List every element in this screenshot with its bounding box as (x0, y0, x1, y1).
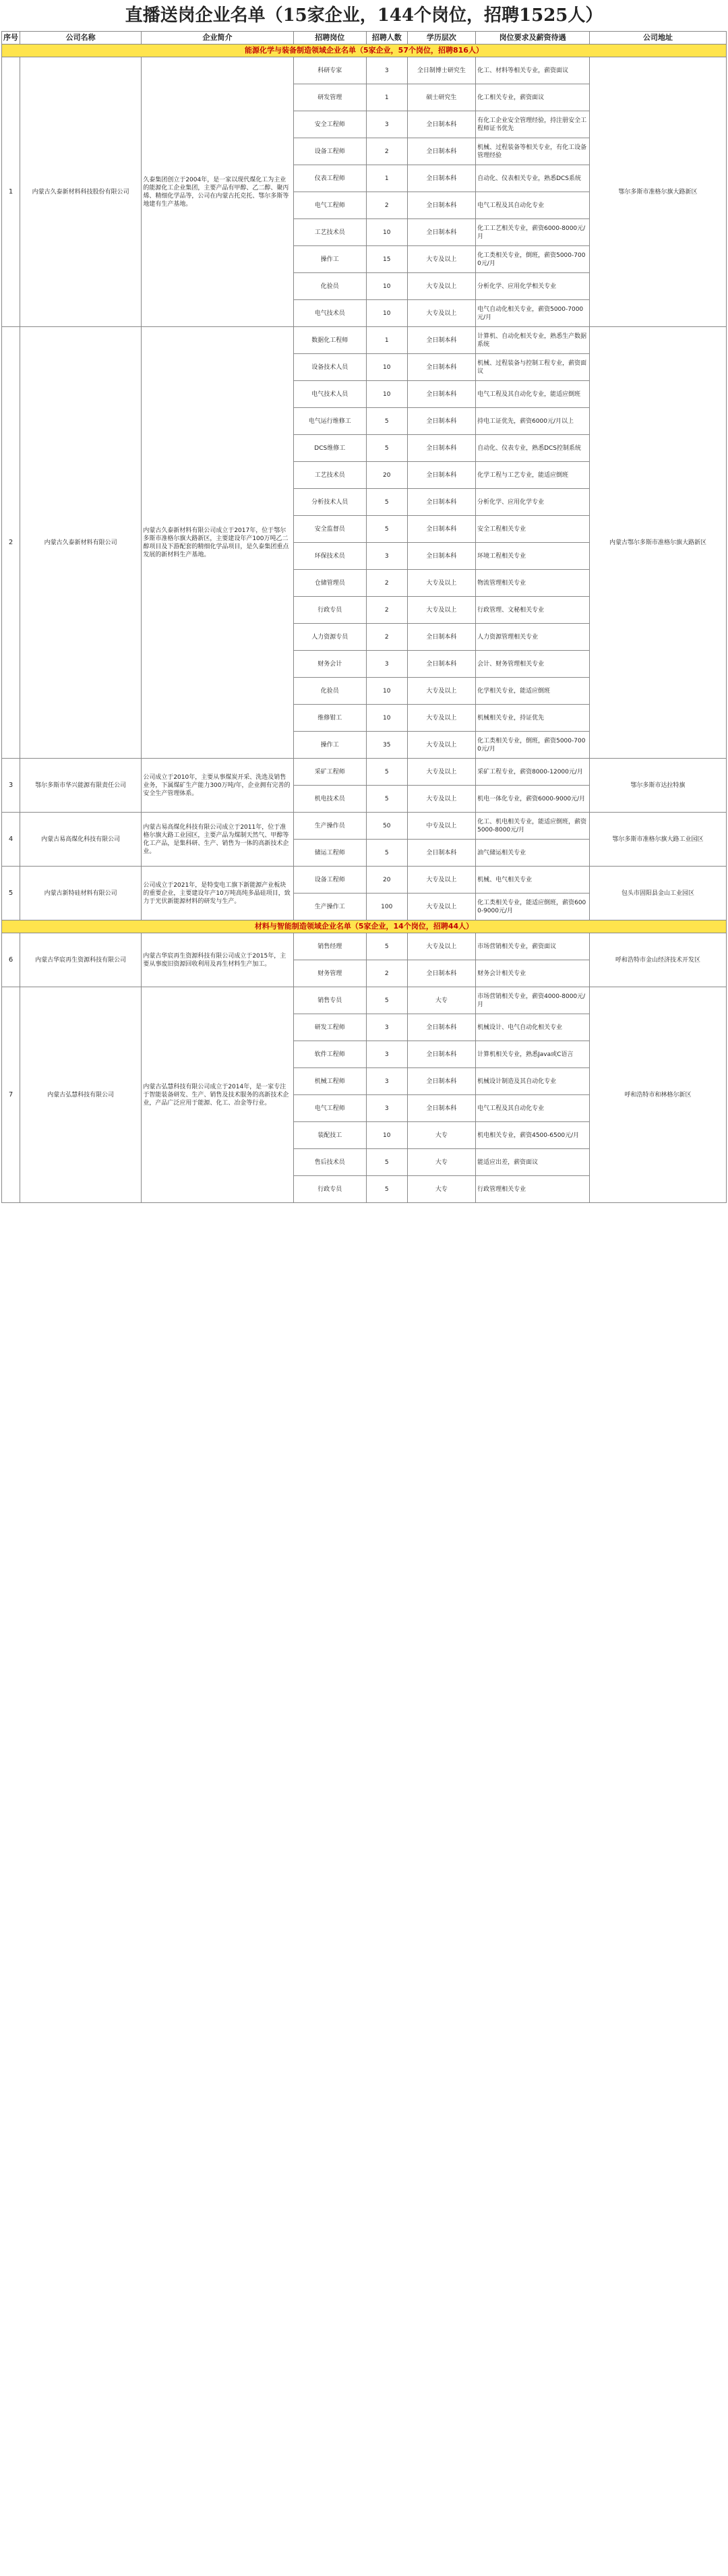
section-banner: 材料与智能制造领域企业名单（5家企业，14个岗位，招聘44人） (2, 920, 727, 933)
table-header-row (2, 32, 727, 45)
job-count: 10 (366, 1122, 407, 1149)
company-intro: 公司成立于2010年，主要从事煤炭开采、洗选及销售业务，下属煤矿生产能力300万吨/年，企业拥有完善的安全生产管理体系。 (142, 759, 293, 813)
job-requirements: 环境工程相关专业 (476, 543, 590, 570)
company-address: 鄂尔多斯市准格尔旗大路工业园区 (590, 813, 727, 867)
job-count: 10 (366, 678, 407, 705)
job-requirements: 有化工企业安全管理经验，持注册安全工程师证书优先 (476, 111, 590, 138)
job-education: 硕士研究生 (407, 84, 475, 111)
company-no: 4 (2, 813, 20, 867)
company-address: 鄂尔多斯市准格尔旗大路新区 (590, 57, 727, 327)
job-position: 储运工程师 (293, 840, 366, 867)
company-intro: 内蒙古久泰新材料有限公司成立于2017年，位于鄂尔多斯市准格尔旗大路新区，主要建设年产100万吨乙二醇项目及下游配套的精细化学品项目，是久泰集团重点发展的新材料生产基地。 (142, 327, 293, 759)
job-position: 操作工 (293, 732, 366, 759)
job-education: 全日制本科 (407, 624, 475, 651)
job-requirements: 化学相关专业，能适应倒班 (476, 678, 590, 705)
job-position: 数据化工程师 (293, 327, 366, 354)
job-education: 大专 (407, 1122, 475, 1149)
table-row (2, 327, 727, 354)
job-requirements: 机械设计制造及其自动化专业 (476, 1068, 590, 1095)
job-requirements: 化工相关专业，薪资面议 (476, 84, 590, 111)
job-education: 大专及以上 (407, 300, 475, 327)
company-no: 5 (2, 867, 20, 920)
job-requirements: 财务会计相关专业 (476, 960, 590, 987)
job-position: 电气运行维修工 (293, 408, 366, 435)
job-position: 生产操作员 (293, 813, 366, 840)
job-position: 人力资源专员 (293, 624, 366, 651)
job-education: 全日制本科 (407, 516, 475, 543)
job-count: 1 (366, 327, 407, 354)
job-count: 3 (366, 543, 407, 570)
company-no: 3 (2, 759, 20, 813)
job-count: 10 (366, 381, 407, 408)
job-count: 5 (366, 840, 407, 867)
job-count: 5 (366, 516, 407, 543)
job-requirements: 持电工证优先，薪资6000元/月以上 (476, 408, 590, 435)
job-position: 机电技术员 (293, 786, 366, 813)
job-education: 大专 (407, 1176, 475, 1203)
job-requirements: 自动化、仪表相关专业，熟悉DCS系统 (476, 165, 590, 192)
header-address: 公司地址 (590, 32, 727, 45)
job-requirements: 物流管理相关专业 (476, 570, 590, 597)
job-position: 仓储管理员 (293, 570, 366, 597)
job-count: 2 (366, 570, 407, 597)
job-requirements: 化工类相关专业，能适应倒班，薪资6000-9000元/月 (476, 894, 590, 920)
job-education: 全日制本科 (407, 1041, 475, 1068)
job-position: 售后技术员 (293, 1149, 366, 1176)
job-education: 全日制本科 (407, 960, 475, 987)
job-count: 1 (366, 165, 407, 192)
job-position: 环保技术员 (293, 543, 366, 570)
job-count: 5 (366, 987, 407, 1014)
job-education: 大专及以上 (407, 570, 475, 597)
company-intro: 内蒙古易高煤化科技有限公司成立于2011年，位于准格尔旗大路工业园区，主要产品为煤制天然气、甲醇等化工产品，是集科研、生产、销售为一体的高新技术企业。 (142, 813, 293, 867)
company-address: 包头市固阳县金山工业园区 (590, 867, 727, 920)
job-position: 化验员 (293, 678, 366, 705)
job-count: 10 (366, 300, 407, 327)
job-position: 化验员 (293, 273, 366, 300)
job-requirements: 电气自动化相关专业，薪资5000-7000元/月 (476, 300, 590, 327)
job-position: 软件工程师 (293, 1041, 366, 1068)
header-count: 招聘人数 (366, 32, 407, 45)
job-education: 全日制本科 (407, 462, 475, 489)
job-requirements: 化工工艺相关专业，薪资6000-8000元/月 (476, 219, 590, 246)
job-count: 5 (366, 933, 407, 960)
job-position: 行政专员 (293, 1176, 366, 1203)
job-count: 15 (366, 246, 407, 273)
job-requirements: 市场营销相关专业，薪资4000-8000元/月 (476, 987, 590, 1014)
job-count: 3 (366, 651, 407, 678)
job-count: 2 (366, 597, 407, 624)
job-education: 大专及以上 (407, 867, 475, 894)
table-body (2, 45, 727, 1203)
job-position: 仪表工程师 (293, 165, 366, 192)
job-position: 销售经理 (293, 933, 366, 960)
job-count: 5 (366, 489, 407, 516)
table-row (2, 813, 727, 840)
job-education: 大专及以上 (407, 894, 475, 920)
job-count: 5 (366, 408, 407, 435)
job-requirements: 油气储运相关专业 (476, 840, 590, 867)
job-count: 35 (366, 732, 407, 759)
job-requirements: 行政管理、文秘相关专业 (476, 597, 590, 624)
job-count: 20 (366, 867, 407, 894)
job-position: 设备工程师 (293, 867, 366, 894)
job-education: 大专及以上 (407, 597, 475, 624)
job-position: 销售专员 (293, 987, 366, 1014)
job-requirements: 化工类相关专业，倒班，薪资5000-7000元/月 (476, 246, 590, 273)
job-education: 全日制本科 (407, 489, 475, 516)
job-education: 大专及以上 (407, 759, 475, 786)
job-education: 全日制本科 (407, 138, 475, 165)
job-requirements: 计算机相关专业，熟悉Java或C语言 (476, 1041, 590, 1068)
job-count: 2 (366, 138, 407, 165)
job-count: 1 (366, 84, 407, 111)
company-intro: 内蒙古弘慧科技有限公司成立于2014年，是一家专注于智能装备研发、生产、销售及技术服务的高新技术企业，产品广泛应用于能源、化工、冶金等行业。 (142, 987, 293, 1203)
job-requirements: 电气工程及其自动化专业 (476, 1095, 590, 1122)
job-position: 科研专家 (293, 57, 366, 84)
job-position: 维修钳工 (293, 705, 366, 732)
job-education: 大专及以上 (407, 732, 475, 759)
section-banner-row (2, 920, 727, 933)
job-education: 全日制本科 (407, 111, 475, 138)
job-requirements: 会计、财务管理相关专业 (476, 651, 590, 678)
company-name: 内蒙古华宸再生资源科技有限公司 (20, 933, 142, 987)
job-education: 全日制本科 (407, 219, 475, 246)
job-education: 全日制本科 (407, 1014, 475, 1041)
job-position: 安全工程师 (293, 111, 366, 138)
job-education: 全日制本科 (407, 327, 475, 354)
job-education: 中专及以上 (407, 813, 475, 840)
job-requirements: 机电相关专业，薪资4500-6500元/月 (476, 1122, 590, 1149)
section-banner: 能源化学与装备制造领域企业名单（5家企业，57个岗位，招聘816人） (2, 45, 727, 57)
document-title: 直播送岗企业名单（15家企业，144个岗位，招聘1525人） (125, 5, 603, 26)
job-requirements: 机械、电气相关专业 (476, 867, 590, 894)
job-count: 10 (366, 219, 407, 246)
company-intro: 内蒙古华宸再生资源科技有限公司成立于2015年，主要从事废旧资源回收利用及再生材料生产加工。 (142, 933, 293, 987)
company-name: 内蒙古久泰新材料有限公司 (20, 327, 142, 759)
company-name: 内蒙古弘慧科技有限公司 (20, 987, 142, 1203)
company-address: 呼和浩特市和林格尔新区 (590, 987, 727, 1203)
job-position: 操作工 (293, 246, 366, 273)
job-position: 电气技术员 (293, 300, 366, 327)
company-intro: 公司成立于2021年，是特变电工旗下新能源产业板块的重要企业，主要建设年产10万吨高纯多晶硅项目，致力于光伏新能源材料的研发与生产。 (142, 867, 293, 920)
job-count: 5 (366, 1149, 407, 1176)
job-requirements: 能适应出差，薪资面议 (476, 1149, 590, 1176)
jobs-table (1, 31, 727, 1203)
job-education: 大专及以上 (407, 705, 475, 732)
job-position: 财务管理 (293, 960, 366, 987)
job-position: 装配技工 (293, 1122, 366, 1149)
job-position: 采矿工程师 (293, 759, 366, 786)
job-count: 5 (366, 435, 407, 462)
job-education: 大专及以上 (407, 678, 475, 705)
table-row (2, 933, 727, 960)
job-requirements: 人力资源管理相关专业 (476, 624, 590, 651)
header-no: 序号 (2, 32, 20, 45)
table-row (2, 759, 727, 786)
job-education: 全日制本科 (407, 354, 475, 381)
job-count: 10 (366, 705, 407, 732)
table-row (2, 987, 727, 1014)
job-position: 工艺技术员 (293, 219, 366, 246)
company-address: 鄂尔多斯市达拉特旗 (590, 759, 727, 813)
job-requirements: 机械、过程装备等相关专业，有化工设备管理经验 (476, 138, 590, 165)
job-requirements: 机械设计、电气自动化相关专业 (476, 1014, 590, 1041)
job-position: 安全监督员 (293, 516, 366, 543)
job-requirements: 市场营销相关专业，薪资面议 (476, 933, 590, 960)
job-position: 研发工程师 (293, 1014, 366, 1041)
company-name: 内蒙古久泰新材料科技股份有限公司 (20, 57, 142, 327)
header-requirements: 岗位要求及薪资待遇 (476, 32, 590, 45)
company-intro: 久泰集团创立于2004年，是一家以现代煤化工为主业的能源化工企业集团，主要产品有甲醇、乙二醇、聚丙烯、精细化学品等，公司在内蒙古托克托、鄂尔多斯等地建有生产基地。 (142, 57, 293, 327)
job-requirements: 电气工程及其自动化专业 (476, 192, 590, 219)
job-count: 3 (366, 57, 407, 84)
job-position: 机械工程师 (293, 1068, 366, 1095)
job-position: 设备工程师 (293, 138, 366, 165)
company-address: 呼和浩特市金山经济技术开发区 (590, 933, 727, 987)
job-position: 生产操作工 (293, 894, 366, 920)
job-position: 分析技术人员 (293, 489, 366, 516)
job-requirements: 化学工程与工艺专业，能适应倒班 (476, 462, 590, 489)
job-education: 全日制博士研究生 (407, 57, 475, 84)
company-no: 7 (2, 987, 20, 1203)
job-count: 3 (366, 1014, 407, 1041)
job-requirements: 计算机、自动化相关专业，熟悉生产数据系统 (476, 327, 590, 354)
job-requirements: 安全工程相关专业 (476, 516, 590, 543)
job-requirements: 机械、过程装备与控制工程专业，薪资面议 (476, 354, 590, 381)
job-education: 大专及以上 (407, 246, 475, 273)
company-address: 内蒙古鄂尔多斯市准格尔旗大路新区 (590, 327, 727, 759)
job-education: 全日制本科 (407, 165, 475, 192)
job-requirements: 分析化学、应用化学专业 (476, 489, 590, 516)
job-count: 2 (366, 192, 407, 219)
job-position: 工艺技术员 (293, 462, 366, 489)
job-position: 设备技术人员 (293, 354, 366, 381)
company-no: 2 (2, 327, 20, 759)
job-count: 50 (366, 813, 407, 840)
company-name: 鄂尔多斯市华兴能源有限责任公司 (20, 759, 142, 813)
job-requirements: 电气工程及其自动化专业，能适应倒班 (476, 381, 590, 408)
header-position: 招聘岗位 (293, 32, 366, 45)
job-count: 5 (366, 786, 407, 813)
job-count: 3 (366, 1068, 407, 1095)
job-requirements: 机电一体化专业，薪资6000-9000元/月 (476, 786, 590, 813)
job-education: 全日制本科 (407, 408, 475, 435)
job-count: 5 (366, 1176, 407, 1203)
job-count: 3 (366, 1095, 407, 1122)
job-position: DCS维修工 (293, 435, 366, 462)
job-count: 5 (366, 759, 407, 786)
job-requirements: 化工类相关专业，倒班，薪资5000-7000元/月 (476, 732, 590, 759)
job-education: 大专 (407, 1149, 475, 1176)
company-name: 内蒙古易高煤化科技有限公司 (20, 813, 142, 867)
job-position: 财务会计 (293, 651, 366, 678)
job-position: 电气技术人员 (293, 381, 366, 408)
header-education: 学历层次 (407, 32, 475, 45)
section-banner-row (2, 45, 727, 57)
job-count: 10 (366, 273, 407, 300)
job-count: 2 (366, 624, 407, 651)
job-count: 100 (366, 894, 407, 920)
job-education: 全日制本科 (407, 381, 475, 408)
job-education: 全日制本科 (407, 840, 475, 867)
job-education: 全日制本科 (407, 543, 475, 570)
job-count: 3 (366, 111, 407, 138)
job-position: 研发管理 (293, 84, 366, 111)
job-requirements: 分析化学、应用化学相关专业 (476, 273, 590, 300)
job-requirements: 采矿工程专业，薪资8000-12000元/月 (476, 759, 590, 786)
job-requirements: 机械相关专业，持证优先 (476, 705, 590, 732)
table-row (2, 57, 727, 84)
job-position: 电气工程师 (293, 1095, 366, 1122)
job-education: 大专及以上 (407, 786, 475, 813)
job-education: 全日制本科 (407, 651, 475, 678)
job-count: 10 (366, 354, 407, 381)
job-education: 大专 (407, 987, 475, 1014)
company-no: 6 (2, 933, 20, 987)
job-count: 20 (366, 462, 407, 489)
job-count: 3 (366, 1041, 407, 1068)
job-requirements: 化工、机电相关专业，能适应倒班，薪资5000-8000元/月 (476, 813, 590, 840)
job-education: 全日制本科 (407, 1068, 475, 1095)
job-requirements: 化工、材料等相关专业，薪资面议 (476, 57, 590, 84)
header-company-name: 公司名称 (20, 32, 142, 45)
header-company-intro: 企业简介 (142, 32, 293, 45)
job-requirements: 自动化、仪表专业，熟悉DCS控制系统 (476, 435, 590, 462)
job-education: 大专及以上 (407, 933, 475, 960)
job-education: 全日制本科 (407, 1095, 475, 1122)
job-education: 大专及以上 (407, 273, 475, 300)
job-count: 2 (366, 960, 407, 987)
job-position: 行政专员 (293, 597, 366, 624)
company-name: 内蒙古新特硅材料有限公司 (20, 867, 142, 920)
job-education: 全日制本科 (407, 192, 475, 219)
company-no: 1 (2, 57, 20, 327)
job-education: 全日制本科 (407, 435, 475, 462)
table-row (2, 867, 727, 894)
job-position: 电气工程师 (293, 192, 366, 219)
job-requirements: 行政管理相关专业 (476, 1176, 590, 1203)
